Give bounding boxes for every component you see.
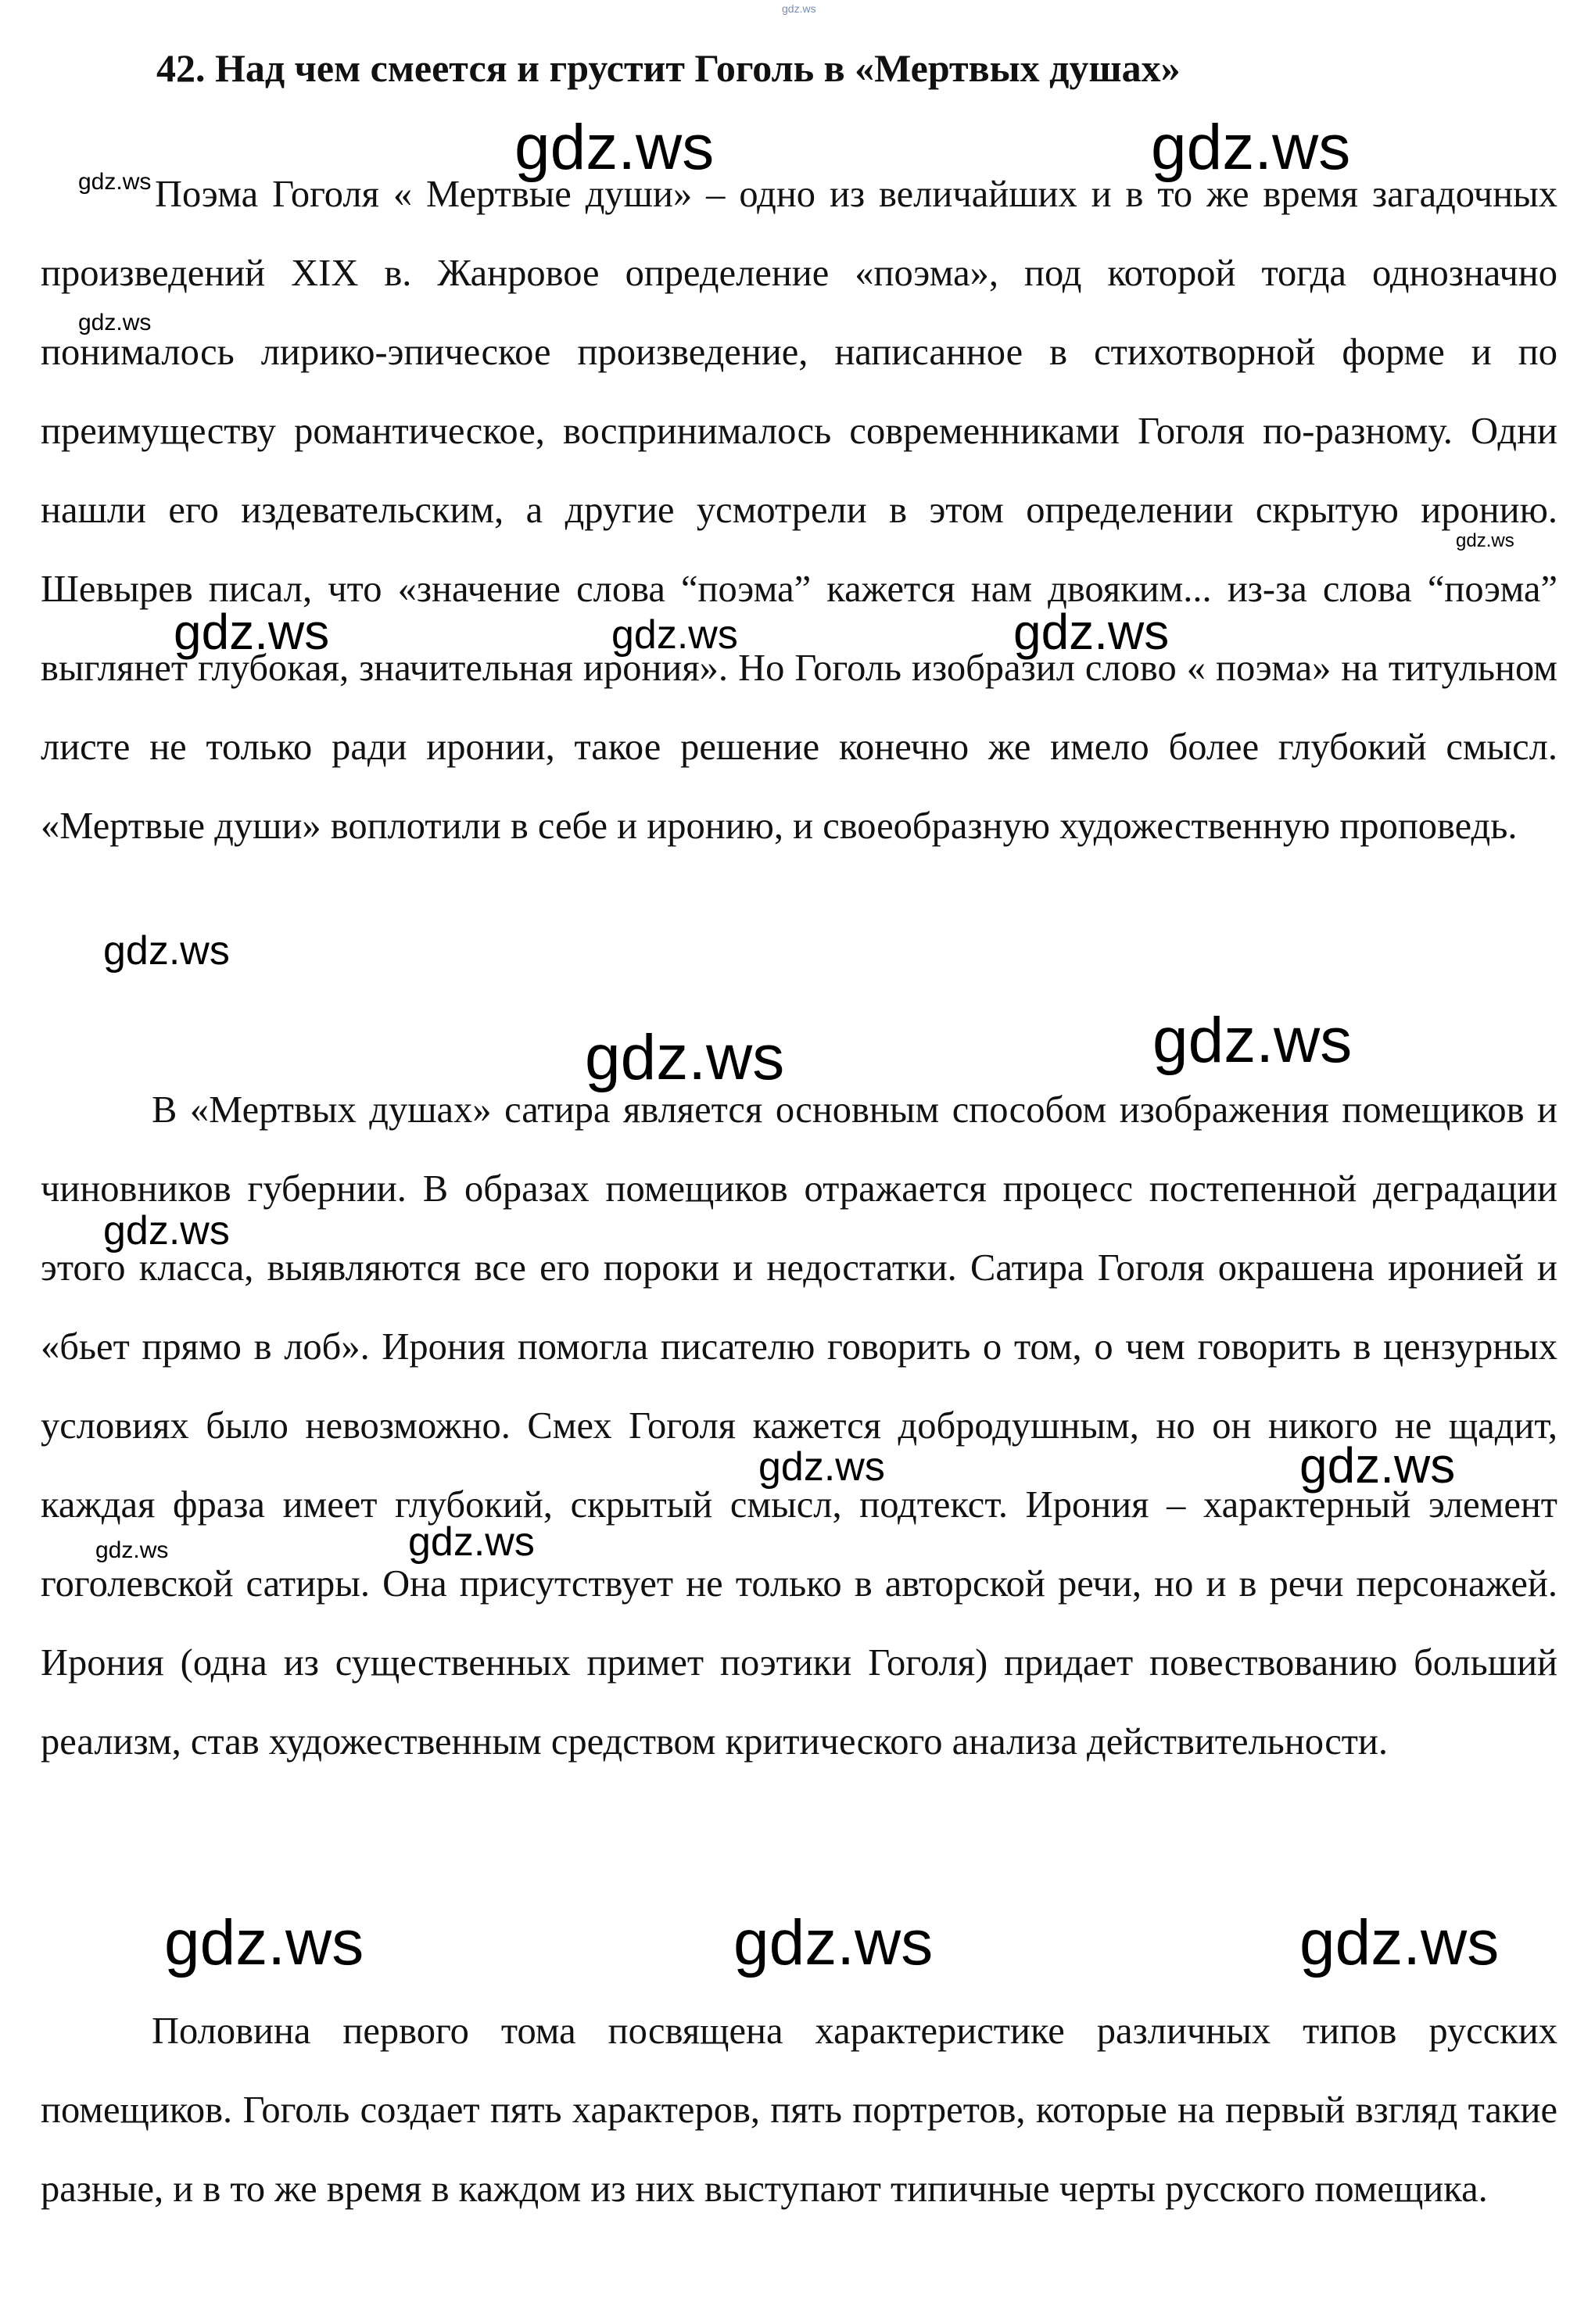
watermark: gdz.ws [103,928,230,974]
page-title: 42. Над чем смеется и грустит Гоголь в «Мертвых душах» [156,46,1181,90]
watermark: gdz.ws [78,310,152,335]
watermark: gdz.ws [95,1537,169,1563]
watermark: gdz.ws [758,1444,885,1490]
watermark: gdz.ws [733,1907,934,1978]
watermark: gdz.ws [1299,1907,1500,1978]
watermark: gdz.ws [103,1208,230,1253]
paragraph-2: В «Мертвых душах» сатира является основным способом изображения помещиков и чиновников губернии. В образах помещиков отражается процесс постепенной деградации этого класса, выявляются все его пороки и недостатки. Сатира Гоголя окрашена иронией и «бьет прямо в лоб». Ирония помогла писателю говорить о том, о чем говорить в цензурных условиях было невозможно. Смех Гоголя кажется добродушным, но он никого не щадит, каждая фраза имеет глубокий, скрытый смысл, подтекст. Ирония – характерный элемент гоголевской сатиры. Она присутствует не только в авторской речи, но и в речи персонажей. Ирония (одна из существенных примет поэтики Гоголя) придает повествованию больший реализм, став художественным средством критического анализа действительности. [41,1089,1557,1763]
watermark: gdz.ws [1299,1437,1456,1494]
watermark: gdz.ws [1013,604,1170,660]
watermark: gdz.ws [782,2,816,15]
watermark: gdz.ws [78,169,152,195]
watermark: gdz.ws [164,1907,364,1978]
watermark: gdz.ws [408,1519,535,1565]
watermark: gdz.ws [1456,530,1514,551]
paragraph-1: Поэма Гоголя « Мертвые души» – одно из величайших и в то же время загадочных произведений XIX в. Жанровое определение «поэма», под которой тогда однозначно понималось лирико-эпическое произведение, написанное в стихотворной форме и по преимуществу романтическое, воспринималось современниками Гоголя по-разному. Одни нашли его издевательским, а другие усмотрели в этом определении скрытую иронию. Шевырев писал, что «значение слова “поэма” кажется нам двояким... из-за слова “поэма” выглянет глубокая, значительная ирония». Но Гоголь изобразил слово « поэма» на титульном листе не только ради иронии, такое решение конечно же имело более глубокий смысл. «Мертвые души» воплотили в себе и иронию, и своеобразную художественную проповедь. [41,174,1557,847]
watermark: gdz.ws [1152,1005,1353,1076]
watermark: gdz.ws [611,612,738,658]
watermark: gdz.ws [1151,112,1351,183]
watermark: gdz.ws [585,1022,785,1093]
watermark: gdz.ws [514,112,715,183]
watermark: gdz.ws [174,604,330,660]
paragraph-3: Половина первого тома посвящена характеристике различных типов русских помещиков. Гоголь создает пять характеров, пять портретов, которые на первый взгляд такие разные, и в то же время в каждом из них выступают типичные черты русского помещика. [41,2010,1557,2210]
